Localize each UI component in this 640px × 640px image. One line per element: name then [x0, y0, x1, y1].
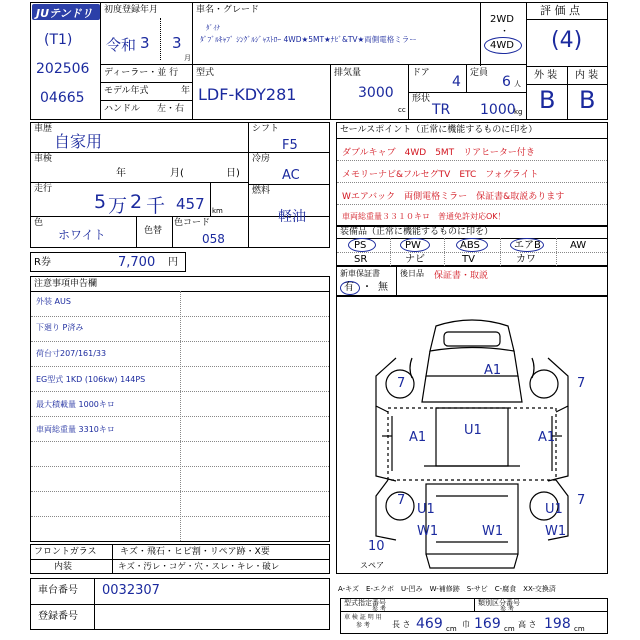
body-type-label: 形状 [412, 94, 431, 104]
shift-label: シフト [252, 124, 280, 134]
color-code: 058 [202, 232, 225, 246]
damage-mark: 7 [397, 376, 406, 391]
spare-label: スペア [360, 561, 384, 570]
sales-point: メモリーナビ&フルセグTV ETC フォグライト [342, 170, 539, 180]
interior-label: 内 装 [575, 70, 599, 81]
dim-sanko-2: 参 考 [500, 606, 514, 613]
interior-grade: B [579, 86, 596, 114]
equip-tv: TV [462, 254, 475, 265]
lane-code: (T1) [44, 32, 73, 48]
color-value: ホワイト [58, 228, 106, 242]
equip-ps: PS [354, 240, 367, 251]
mileage-man: 5 [94, 191, 107, 213]
damage-mark: W1 [545, 524, 567, 539]
height-unit: cm [574, 625, 585, 633]
note-line: 車両総重量 3310キロ [36, 425, 115, 434]
damage-mark: 10 [368, 539, 385, 554]
rating-label: 評 価 点 [540, 4, 580, 17]
shaken-year: 年 [116, 168, 126, 179]
books-label: 後日品 [400, 269, 424, 278]
sub-number: 04665 [40, 90, 85, 106]
exterior-grade: B [539, 86, 556, 114]
era-year: 3 [140, 34, 150, 52]
damage-mark: A1 [484, 363, 502, 378]
header-box [30, 2, 608, 120]
usage-value: 自家用 [54, 132, 103, 151]
damage-mark: A1 [538, 430, 556, 445]
registration-label: 登録番号 [38, 611, 78, 622]
damage-legend: A-キズ E-エクボ U-凹み W-補修跡 S-サビ C-腐食 XX-交換済 [338, 585, 556, 593]
door-count: 4 [452, 74, 461, 90]
chassis-number: 0032307 [102, 583, 160, 598]
ju-logo [32, 4, 100, 20]
note-line: 下廻り P済み [36, 323, 84, 332]
warranty-yes: 有 [344, 282, 354, 293]
equip-leather: カワ [516, 254, 536, 265]
damage-mark: U1 [464, 423, 482, 438]
recycle-box [30, 252, 186, 272]
height-value: 198 [544, 616, 571, 632]
width-unit: cm [504, 625, 515, 633]
ac-value: AC [282, 168, 300, 183]
damage-mark: W1 [482, 524, 504, 539]
reg-month: 3 [172, 34, 182, 52]
mileage-sen: 2 [130, 191, 143, 213]
damage-mark: A1 [409, 430, 427, 445]
damage-mark: 7 [577, 493, 586, 508]
model-year-label: モデル年式 [104, 86, 149, 96]
mileage-sen-unit: 千 [146, 195, 166, 217]
color-change-label: 色替 [144, 226, 163, 236]
car-name-label: 車名・グレード [196, 5, 260, 15]
fuel-label: 燃料 [252, 186, 271, 196]
width-value: 169 [474, 616, 501, 632]
payload-unit: kg [514, 108, 523, 116]
ju-logo-text: JUテンドリ [36, 7, 93, 20]
equip-airbag: エアB [514, 240, 541, 251]
books-value: 保証書・取説 [434, 271, 489, 281]
fuel-value: 軽油 [278, 209, 306, 225]
damage-mark: 7 [577, 376, 586, 391]
warranty-sep: ・ [362, 282, 372, 293]
recycle-label: R券 [34, 257, 51, 268]
warranty-no: 無 [378, 282, 388, 293]
front-glass-text: キズ・飛石・ヒビ割・リペア跡・X要 [120, 547, 270, 557]
car-name: ﾀﾞｲﾅ [206, 24, 220, 32]
sales-point: Wエアバック 両側電格ミラー 保証書&取説あります [342, 192, 565, 202]
cc-unit: cc [398, 106, 406, 114]
chassis-label: 車台番号 [38, 585, 78, 596]
equip-abs: ABS [460, 240, 480, 251]
interior-cond-text: キズ・汚レ・コゲ・穴・スレ・キレ・破レ [118, 562, 280, 572]
era: 令和 [106, 36, 137, 54]
note-line: 外装 AUS [36, 297, 71, 306]
front-glass-label: フロントガラス [34, 547, 97, 557]
shaken-day: 日) [226, 168, 240, 179]
color-code-label: 色コード [174, 218, 211, 228]
ac-label: 冷房 [252, 154, 271, 164]
rating-value: (4) [551, 28, 583, 53]
damage-mark: 7 [397, 493, 406, 508]
dim-label-1: 型式指定番号 [344, 599, 386, 607]
equip-sr: SR [354, 254, 368, 265]
note-line: 荷台寸207/161/33 [36, 349, 107, 358]
capacity-label: 定員 [470, 68, 489, 78]
cert-sanko: 参 考 [356, 622, 370, 629]
grade: ﾀﾞﾌﾞﾙｷｬﾌﾞ ｼﾝｸﾞﾙｼﾞｬｽﾄﾛｰ 4WD★5MT★ﾅﾋﾞ&TV★両側電格ミラー [200, 35, 417, 44]
length-value: 469 [416, 616, 443, 632]
capacity-value: 6 [502, 74, 511, 90]
handle-label: ハンドル [104, 104, 141, 114]
drive-4wd: 4WD [490, 40, 514, 51]
displacement: 3000 [358, 85, 394, 101]
width-label: 巾 [462, 620, 470, 629]
dim-label-2: 類別区分番号 [478, 599, 520, 607]
exterior-label: 外 装 [534, 70, 558, 81]
damage-mark: U1 [417, 502, 435, 517]
equip-aw: AW [570, 240, 587, 251]
shift-value: F5 [282, 138, 298, 153]
first-reg-label: 初度登録年月 [104, 5, 159, 15]
displacement-label: 排気量 [334, 68, 362, 78]
sales-point: 車両総重量３３１０キロ 普通免許対応OK！ [342, 212, 506, 221]
model-code: LDF-KDY281 [198, 85, 297, 104]
shaken-label: 車検 [34, 154, 53, 164]
sales-point: ダブルキャブ 4WD 5MT リアヒーター付き [342, 148, 535, 158]
damage-mark: W1 [417, 524, 439, 539]
mileage-label: 走行 [34, 184, 53, 194]
damage-mark: U1 [545, 502, 563, 517]
recycle-unit: 円 [168, 257, 178, 268]
dealer-label: ディーラー・並 行 [104, 68, 179, 78]
shaken-month: 月( [170, 168, 184, 179]
body-type: TR [432, 102, 451, 118]
recycle-value: 7,700 [118, 255, 156, 270]
note-line: 最大積載量 1000キロ [36, 400, 115, 409]
length-unit: cm [446, 625, 457, 633]
capacity-unit: 人 [514, 80, 521, 88]
color-label: 色 [34, 218, 44, 228]
drive-2wd: 2WD [490, 14, 514, 25]
cert-label: 車 検 証 明 用 [344, 614, 382, 621]
model-label: 型式 [196, 68, 215, 78]
equip-pw: PW [405, 240, 421, 251]
lot-number: 202506 [36, 61, 90, 77]
warranty-label: 新車保証書 [340, 269, 380, 278]
interior-cond-label: 内装 [54, 562, 73, 572]
equip-navi: ナビ [405, 254, 425, 265]
mileage-man-unit: 万 [108, 195, 128, 217]
notes-title: 注意事項申告欄 [34, 279, 98, 289]
km-unit: km [212, 207, 223, 215]
door-label: ドア [412, 68, 430, 78]
height-label: 高 さ [518, 620, 537, 629]
sales-title: セールスポイント（正常に機能するものに印を） [340, 125, 538, 135]
payload: 1000 [480, 102, 516, 118]
note-line: EG型式 1KD (106kw) 144PS [36, 375, 146, 384]
month-unit: 月 [184, 54, 191, 62]
equipment-title: 装備品（正常に機能するものに印を） [340, 227, 494, 237]
year-unit: 年 [181, 86, 191, 96]
dim-sanko-1: 参 考 [372, 606, 386, 613]
usage-label: 車歴 [34, 124, 53, 134]
drive-dot: ・ [500, 27, 510, 37]
mileage-rest: 457 [176, 195, 205, 213]
handle-options: 左・右 [157, 104, 185, 114]
length-label: 長 さ [392, 620, 411, 629]
